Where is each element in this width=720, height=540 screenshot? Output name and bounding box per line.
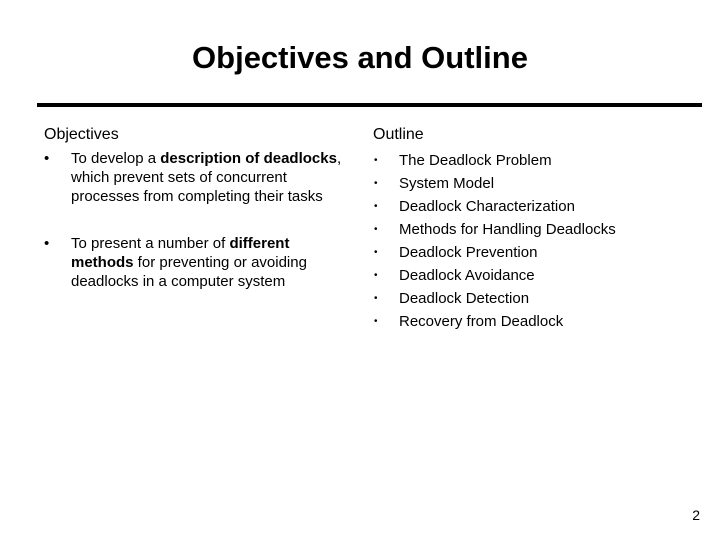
bullet-marker: •: [374, 316, 378, 327]
outline-item: [373, 149, 683, 172]
outline-column: [373, 125, 683, 333]
bullet-marker: •: [374, 155, 378, 166]
objective-text-part: To develop a: [71, 150, 161, 167]
outline-item: [373, 310, 683, 333]
outline-item-label: Methods for Handling Deadlocks: [399, 221, 616, 238]
objective-text-part: for preventing or avoiding deadlocks in a computer system: [71, 254, 307, 290]
title-divider: [37, 103, 702, 107]
outline-item: [373, 172, 683, 195]
objective-text-part: To present a number of: [71, 235, 230, 252]
outline-heading: Outline: [373, 126, 424, 143]
objective-item: [44, 234, 354, 291]
objective-item: [44, 149, 354, 206]
outline-item: [373, 218, 683, 241]
outline-item: [373, 264, 683, 287]
outline-item: [373, 241, 683, 264]
objective-emphasis: different methods: [71, 235, 290, 271]
bullet-marker: •: [374, 201, 378, 212]
outline-item-label: System Model: [399, 175, 495, 192]
objective-text: [71, 149, 354, 206]
page-number: 2: [692, 507, 700, 523]
outline-item-label: Deadlock Prevention: [399, 244, 538, 261]
objective-emphasis: description of deadlocks: [160, 150, 337, 167]
outline-item-label: Deadlock Detection: [399, 290, 530, 307]
objective-text-part: , which prevent sets of concurrent processes from completing their tasks: [71, 150, 342, 205]
bullet-marker: •: [44, 235, 50, 252]
outline-item: [373, 287, 683, 310]
objective-text: [71, 234, 354, 291]
bullet-marker: •: [374, 270, 378, 281]
slide-title: Objectives and Outline: [192, 40, 528, 75]
outline-item-label: Deadlock Avoidance: [399, 267, 535, 284]
bullet-marker: •: [374, 224, 378, 235]
bullet-marker: •: [44, 150, 50, 167]
objectives-heading: Objectives: [44, 126, 119, 143]
outline-item-label: The Deadlock Problem: [399, 152, 552, 169]
objectives-column: [44, 125, 354, 319]
bullet-marker: •: [374, 247, 378, 258]
outline-item-label: Deadlock Characterization: [399, 198, 575, 215]
outline-item-label: Recovery from Deadlock: [399, 313, 564, 330]
bullet-marker: •: [374, 293, 378, 304]
outline-item: [373, 195, 683, 218]
bullet-marker: •: [374, 178, 378, 189]
